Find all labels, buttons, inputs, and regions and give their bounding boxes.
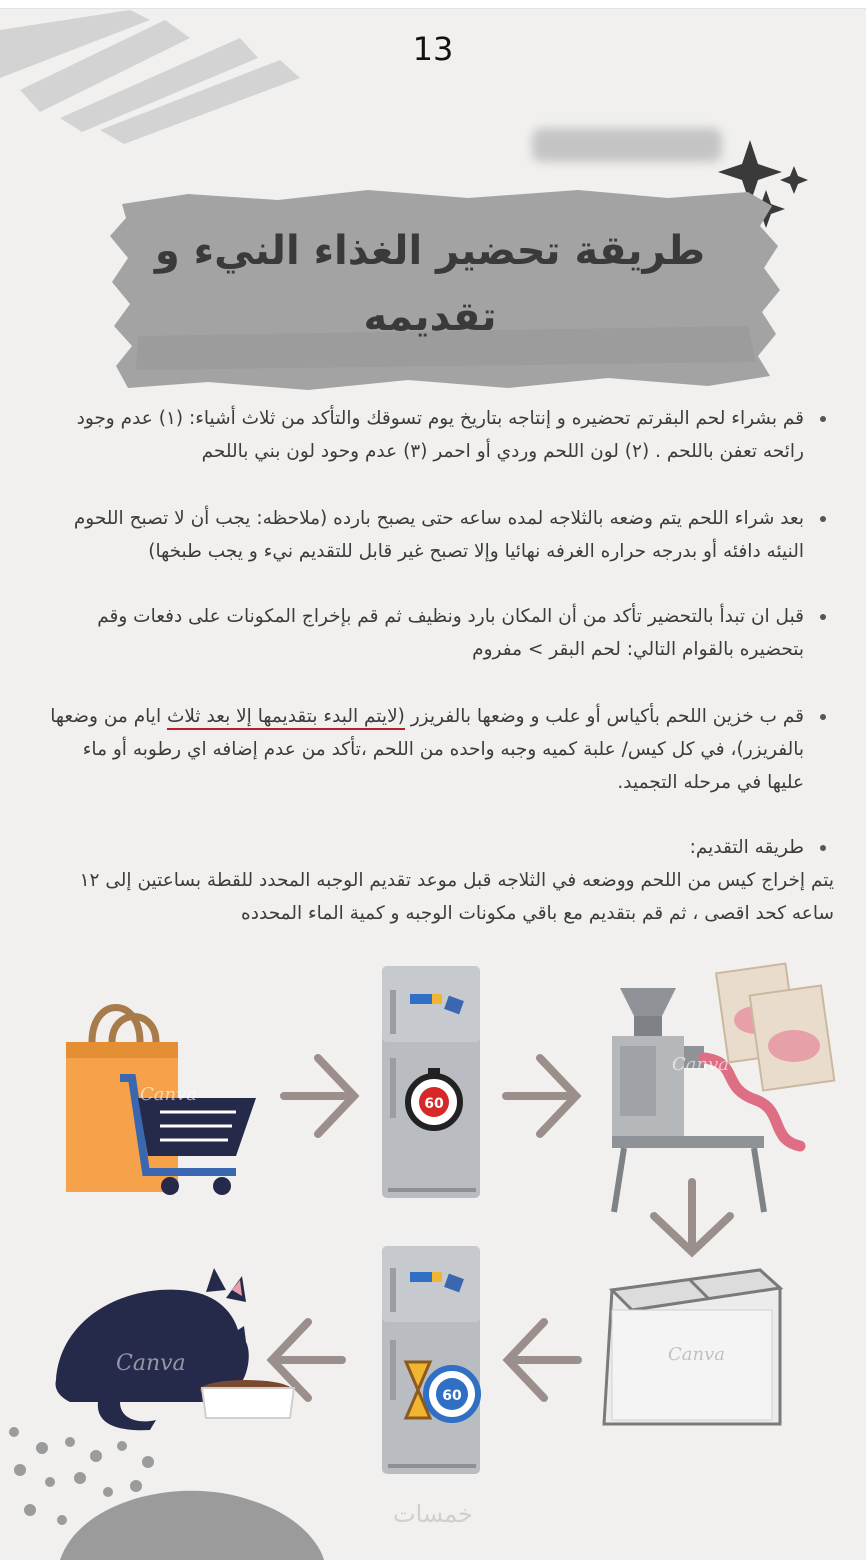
cat-eating-icon [56,1268,294,1430]
instruction-serving-text: يتم إخراج كيس من اللحم ووضعه في الثلاجه قبل موعد تقديم الوجبه المحدد للقطة بساعتين إلى ١٢ ساعه كحد اقصى ، ثم قم بتقديم مع باقي مكونات الوجبه و كمية الماء المحدده [79,870,834,924]
arrow-left-icon [508,1322,578,1398]
freezer-chest-icon [604,1270,780,1424]
page-number: 13 [412,30,454,68]
freeze-text-start: قم ب خزين اللحم بأكياس أو علب و وضعها بالفريزر [404,706,804,727]
arrow-right-icon [284,1058,354,1134]
freeze-text-end: ايام من وضعها بالفريزر)، في كل كيس/ علبة كميه وجبه واحده من اللحم ،تأكد من عدم إضافه اي رطوبه أو ماء عليها في مرحله التجميد. [50,706,804,793]
instruction-serving-label: طريقه التقديم: [44,831,834,864]
instruction-buy-meat: قم بشراء لحم البقرتم تحضيره و إنتاجه بتاريخ يوم تسوقك والتأكد من ثلاث أشياء: (١) عدم وجود رائحه تعفن باللحم . (٢) لون اللحم وردي أو احمر (٣) عدم وحود لون بني باللحم [44,402,834,468]
instruction-freeze [44,700,834,799]
meat-grinder-icon [612,964,834,1212]
page-title: طريقة تحضير الغذاء النيء و تقديمه [154,228,706,340]
instruction-prepare: قبل ان تبدأ بالتحضير تأكد من أن المكان بارد ونظيف ثم قم بإخراج المكونات على دفعات وقم بتحضيره بالقوام التالي: لحم البقر > مفروم [44,600,834,666]
fridge-timer-icon [382,966,480,1198]
svg-text:60: 60 [424,1096,444,1112]
arrow-down-icon [654,1182,730,1252]
arrow-right-icon [506,1058,576,1134]
svg-text:Canva: Canva [116,1351,186,1376]
svg-text:60: 60 [442,1388,462,1404]
instruction-refrigerate: بعد شراء اللحم يتم وضعه بالثلاجه لمده ساعه حتى يصبح بارده (ملاحظه: يجب أن لا تصبح اللحوم النيئه دافئه أو بدرجه حراره الغرفه نهائيا وإلا تصبح غير قابل للتقديم نيء و يجب طبخها) [44,502,834,568]
shopping-bag-cart-icon [66,1008,256,1196]
freeze-underlined-note: (لايتم البدء بتقديمها إلا بعد ثلاث [167,706,405,730]
process-flow [0,950,866,1490]
footer-watermark: خمسات [392,1500,474,1528]
blurred-label [532,128,722,162]
fridge-hourglass-icon [382,1246,480,1474]
svg-text:Canva: Canva [668,1344,725,1365]
svg-text:Canva: Canva [672,1054,729,1075]
instructions-list [44,402,834,930]
svg-text:Canva: Canva [140,1084,197,1105]
